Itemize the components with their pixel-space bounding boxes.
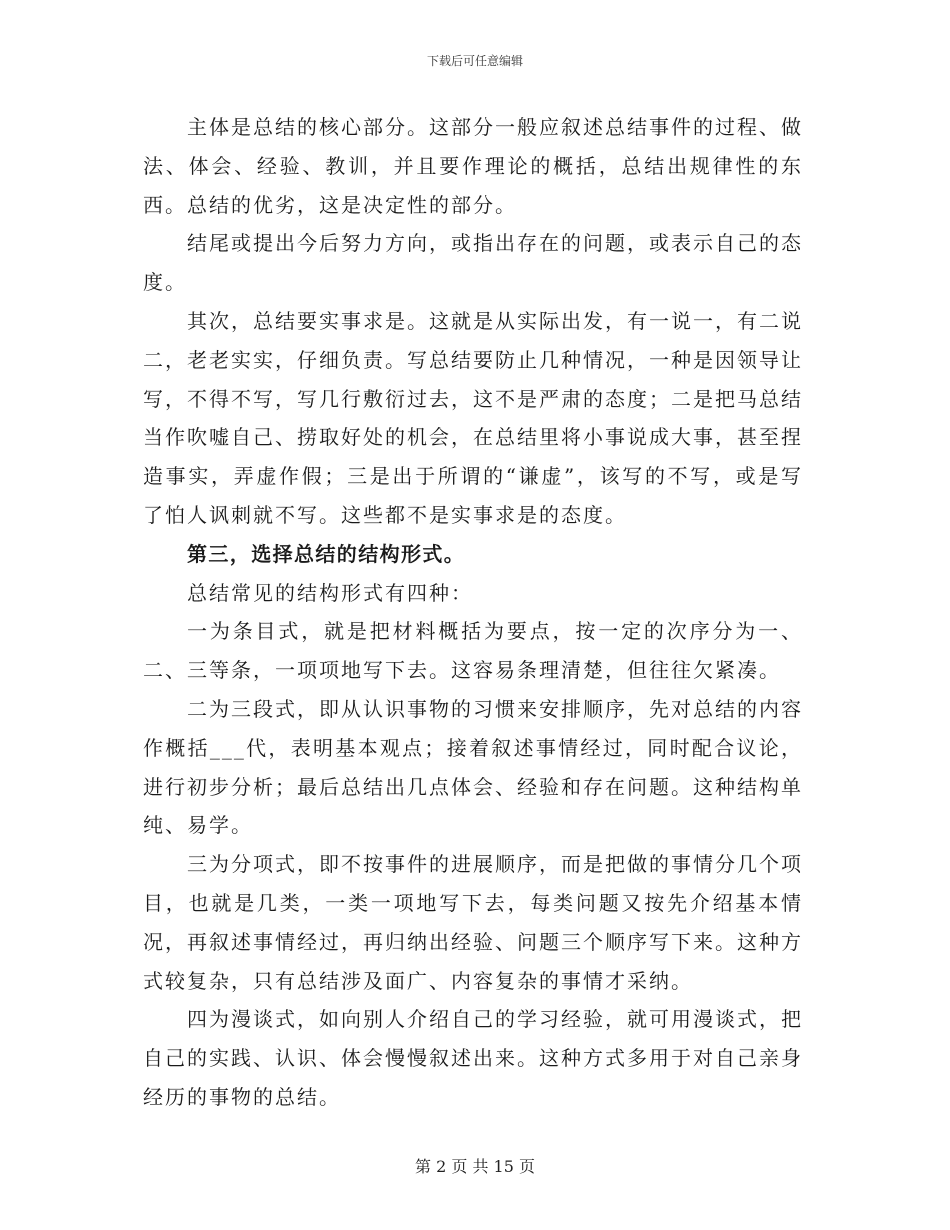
paragraph-ending: 结尾或提出今后努力方向，或指出存在的问题，或表示自己的态度。 — [143, 231, 803, 295]
section-heading: 第三，选择总结的结构形式。 — [187, 541, 466, 566]
paragraph-conversational-form: 四为漫谈式，如向别人介绍自己的学习经验，就可用漫谈式，把自己的实践、认识、体会慢慢叙述出来。这种方式多用于对自己亲身经历的事物的总结。 — [143, 1007, 803, 1109]
page-number-indicator: 第 2 页 共 15 页 — [415, 1157, 535, 1176]
paragraph-main-body: 主体是总结的核心部分。这部分一般应叙述总结事件的过程、做法、体会、经验、教训，并且要作理论的概括，总结出规律性的东西。总结的优劣，这是决定性的部分。 — [143, 115, 803, 217]
paragraph-itemized-form: 一为条目式，就是把材料概括为要点，按一定的次序分为一、二、三等条，一项项地写下去。这容易条理清楚，但往往欠紧凑。 — [143, 619, 803, 683]
paragraph-four-forms-intro: 总结常见的结构形式有四种： — [187, 580, 473, 605]
page-header-note: 下载后可任意编辑 — [426, 54, 523, 68]
paragraph-three-part-form: 二为三段式，即从认识事物的习惯来安排顺序，先对总结的内容作概括___代，表明基本观点；接着叙述事情经过，同时配合议论，进行初步分析；最后总结出几点体会、经验和存在问题。这种结构单纯、易学。 — [143, 696, 803, 838]
paragraph-seek-truth: 其次，总结要实事求是。这就是从实际出发，有一说一，有二说二，老老实实，仔细负责。写总结要防止几种情况，一种是因领导让写，不得不写，写几行敷衍过去，这不是严肃的态度；二是把马总结当作吹嘘自己、捞取好处的机会，在总结里将小事说成大事，甚至捏造事实，弄虚作假；三是出于所谓的“谦虚”，该写的不写，或是写了怕人讽刺就不写。这些都不是实事求是的态度。 — [143, 308, 803, 527]
paragraph-sectioned-form: 三为分项式，即不按事件的进展顺序，而是把做的事情分几个项目，也就是几类，一类一项地写下去，每类问题又按先介绍基本情况，再叙述事情经过，再归纳出经验、问题三个顺序写下来。这种方式较复杂，只有总结涉及面广、内容复杂的事情才采纳。 — [143, 852, 803, 993]
document-body — [143, 108, 803, 1117]
